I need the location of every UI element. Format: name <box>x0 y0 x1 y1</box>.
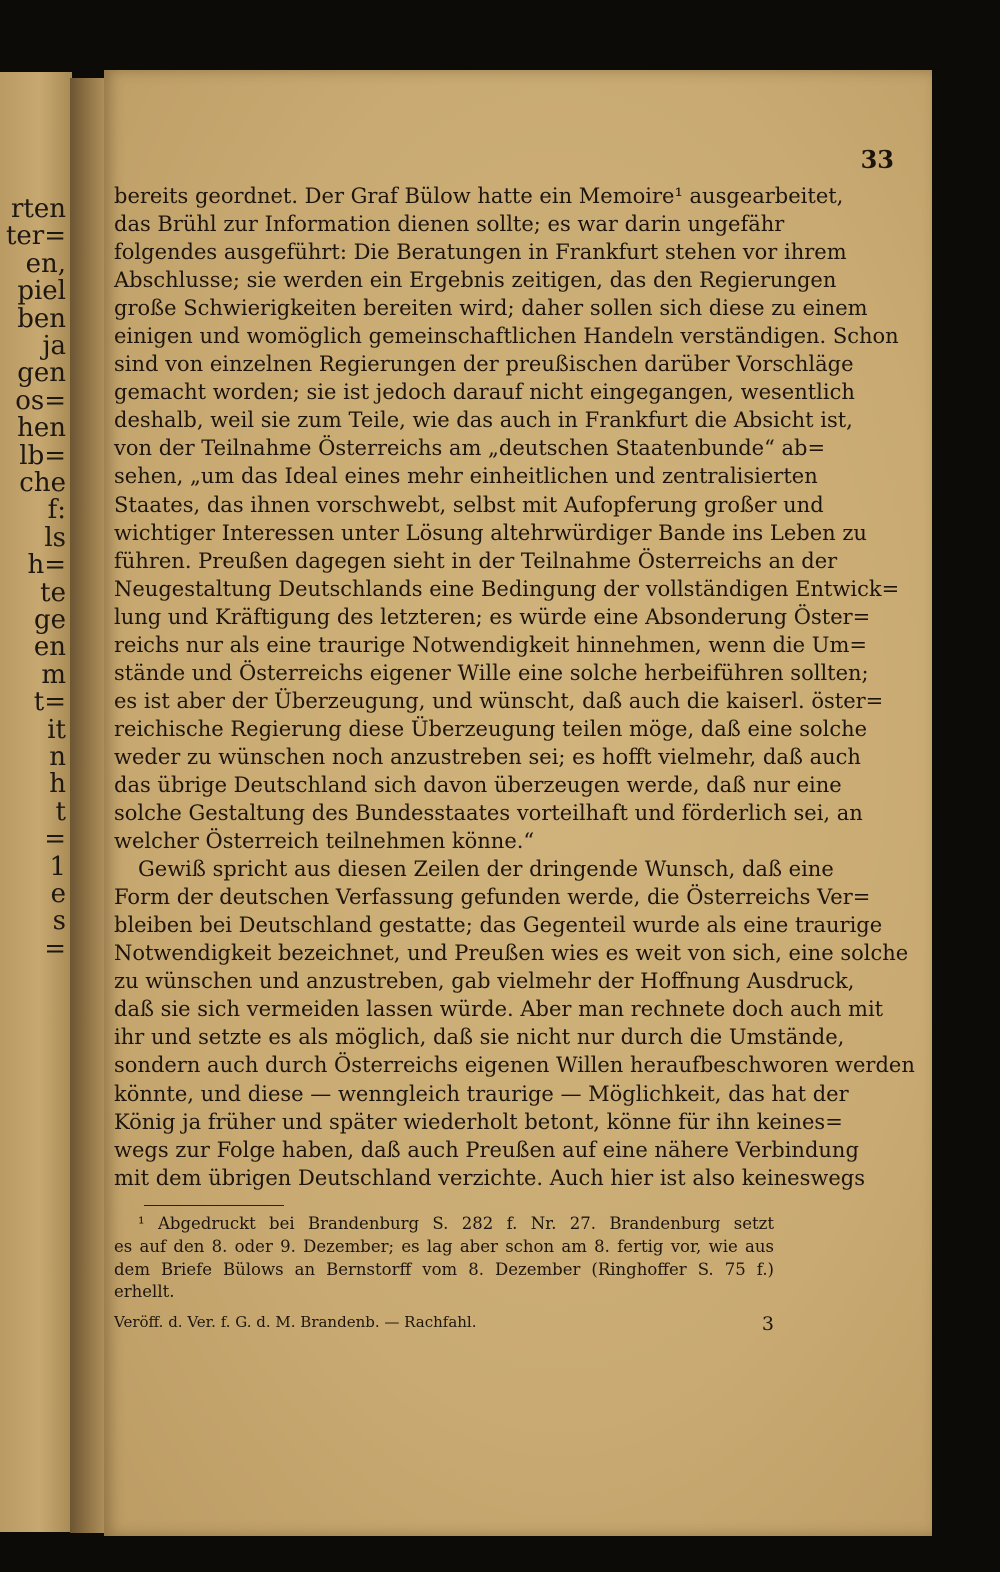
text-line: sehen, „um das Ideal eines mehr einheitlichen und zentralisierten <box>114 464 818 489</box>
previous-page-fragment: en <box>33 632 66 663</box>
text-line: welcher Österreich teilnehmen könne.“ <box>114 829 535 854</box>
text-line: solche Gestaltung des Bundesstaates vorteilhaft und förderlich sei, an <box>114 801 863 826</box>
page-number: 33 <box>860 145 894 174</box>
previous-page-fragment: hen <box>17 413 66 444</box>
text-line: reichische Regierung diese Überzeugung teilen möge, daß eine solche <box>114 716 868 741</box>
previous-page-fragment: gen <box>17 358 66 389</box>
book-gutter <box>70 78 108 1533</box>
text-line: einigen und womöglich gemeinschaftlichen Handeln verständigen. Schon <box>114 324 899 349</box>
footnotes <box>114 1213 774 1304</box>
previous-page-fragment: t <box>55 796 66 827</box>
footnote-line: erhellt. <box>114 1282 175 1302</box>
previous-page-fragment: ben <box>17 303 66 334</box>
footnote-divider <box>144 1205 284 1206</box>
previous-page-fragment: che <box>19 468 66 498</box>
text-line: gemacht worden; sie ist jedoch darauf nicht eingegangen, wesentlich <box>114 380 855 405</box>
previous-page-fragment: t= <box>33 687 66 718</box>
text-line: bereits geordnet. Der Graf Bülow hatte ein Memoire¹ ausgearbeitet, <box>114 184 844 208</box>
text-line: Form der deutschen Verfassung gefunden werde, die Österreichs Ver= <box>114 885 871 910</box>
footnote-line: dem Briefe Bülows an Bernstorff vom 8. Dezember (Ringhoffer S. 75 f.) <box>114 1259 774 1279</box>
text-line: reichs nur als eine traurige Notwendigkeit hinnehmen, wenn die Um= <box>114 632 867 657</box>
body-text <box>114 182 915 1192</box>
previous-page-fragment: 1 <box>49 851 66 882</box>
text-line: ihr und setzte es als möglich, daß sie nicht nur durch die Umstände, <box>114 1025 845 1050</box>
text-line: König ja früher und später wiederholt betont, könne für ihn keines= <box>114 1109 843 1134</box>
text-line: lung und Kräftigung des letzteren; es würde eine Absonderung Öster= <box>114 604 871 629</box>
text-line: zu wünschen und anzustreben, gab vielmehr der Hoffnung Ausdruck, <box>114 969 855 994</box>
previous-page-fragment: ja <box>42 331 66 361</box>
text-line: das übrige Deutschland sich davon überzeugen werde, daß nur eine <box>114 772 842 797</box>
text-line: das Brühl zur Information dienen sollte; es war darin ungefähr <box>114 212 785 237</box>
text-line: führen. Preußen dagegen sieht in der Teilnahme Österreichs an der <box>114 548 838 573</box>
previous-page-fragment: os= <box>15 385 66 416</box>
previous-page-fragment: te <box>40 577 66 608</box>
previous-page-fragment: ls <box>44 522 66 553</box>
text-line: könnte, und diese — wenngleich traurige — Möglichkeit, das hat der <box>114 1081 849 1106</box>
previous-page-edge <box>0 72 72 1532</box>
printer-signature: Veröff. d. Ver. f. G. d. M. Brandenb. — Rachfahl. <box>114 1313 477 1331</box>
text-line: es ist aber der Überzeugung, und wünscht, daß auch die kaiserl. öster= <box>114 688 884 713</box>
text-line: mit dem übrigen Deutschland verzichte. Auch hier ist also keineswegs <box>114 1165 865 1190</box>
text-line: wichtiger Interessen unter Lösung altehrwürdiger Bande ins Leben zu <box>114 520 867 545</box>
previous-page-fragment: = <box>44 824 66 855</box>
text-line: deshalb, weil sie zum Teile, wie das auch in Frankfurt die Absicht ist, <box>114 408 853 433</box>
text-line: wegs zur Folge haben, daß auch Preußen auf eine nähere Verbindung <box>114 1137 859 1162</box>
text-line: Gewiß spricht aus diesen Zeilen der dringende Wunsch, daß eine <box>138 857 834 882</box>
previous-page-fragment: h <box>49 769 66 800</box>
previous-page-fragment: piel <box>17 276 66 307</box>
footnote-line: ¹ Abgedruckt bei Brandenburg S. 282 f. Nr. 27. Brandenburg setzt <box>138 1214 774 1233</box>
previous-page-fragment: ge <box>33 605 66 635</box>
text-line: von der Teilnahme Österreichs am „deutschen Staatenbunde“ ab= <box>114 436 826 461</box>
signature-line <box>114 1313 774 1335</box>
previous-page-fragment: e <box>50 879 66 909</box>
previous-page-fragment: lb= <box>19 440 66 471</box>
text-line: Abschlusse; sie werden ein Ergebnis zeitigen, das den Regierungen <box>114 268 837 293</box>
text-line: Notwendigkeit bezeichnet, und Preußen wies es weit von sich, eine solche <box>114 941 909 966</box>
previous-page-fragment: en, <box>25 248 66 279</box>
text-line: bleiben bei Deutschland gestatte; das Gegenteil wurde als eine traurige <box>114 913 883 938</box>
previous-page-fragment: h= <box>27 550 66 581</box>
text-line: Staates, das ihnen vorschwebt, selbst mit Aufopferung großer und <box>114 492 824 517</box>
previous-page-fragment: n <box>49 742 66 772</box>
text-line: sind von einzelnen Regierungen der preußischen darüber Vorschläge <box>114 352 854 377</box>
text-line: stände und Österreichs eigener Wille eine solche herbeiführen sollten; <box>114 660 869 685</box>
previous-page-fragment: it <box>47 714 66 745</box>
text-line: folgendes ausgeführt: Die Beratungen in Frankfurt stehen vor ihrem <box>114 240 847 265</box>
text-line: daß sie sich vermeiden lassen würde. Aber man rechnete doch auch mit <box>114 997 884 1022</box>
text-line: Neugestaltung Deutschlands eine Bedingung der vollständigen Entwick= <box>114 576 900 601</box>
text-line: sondern auch durch Österreichs eigenen Willen heraufbeschworen werden <box>114 1053 915 1078</box>
book-page <box>104 70 932 1536</box>
text-line: große Schwierigkeiten bereiten wird; daher sollen sich diese zu einem <box>114 296 868 321</box>
text-line: weder zu wünschen noch anzustreben sei; es hofft vielmehr, daß auch <box>114 744 861 769</box>
previous-page-fragment: f: <box>47 495 66 526</box>
previous-page-fragment: rten <box>10 194 66 224</box>
sheet-number: 3 <box>761 1313 774 1335</box>
previous-page-fragment: = <box>44 933 66 964</box>
previous-page-fragment: m <box>41 659 66 690</box>
previous-page-fragment: ter= <box>5 221 66 252</box>
previous-page-fragment: s <box>52 906 66 937</box>
footnote-line: es auf den 8. oder 9. Dezember; es lag aber schon am 8. fertig vor, wie aus <box>114 1236 774 1256</box>
